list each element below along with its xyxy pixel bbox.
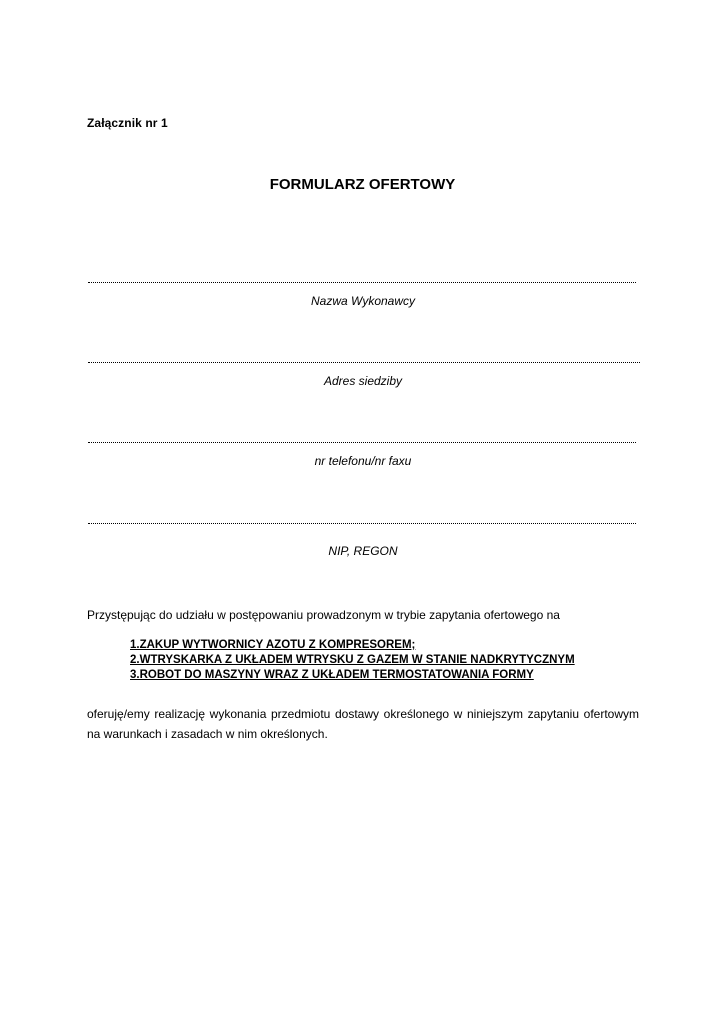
list-item: 1.ZAKUP WYTWORNICY AZOTU Z KOMPRESOREM; [130,639,416,651]
field-caption-contractor-name: Nazwa Wykonawcy [310,294,416,308]
intro-paragraph: Przystępując do udziału w postępowaniu prowadzonym w trybie zapytania ofertowego na [87,608,560,622]
dotted-line [88,276,636,283]
field-caption-phone-fax: nr telefonu/nr faxu [314,454,412,468]
field-caption-nip-regon: NIP, REGON [328,544,398,558]
list-item: 3.ROBOT DO MASZYNY WRAZ Z UKŁADEM TERMOSTATOWANIA FORMY [130,669,534,681]
contractor-name-field[interactable] [88,276,638,308]
list-item: 2.WTRYSKARKA Z UKŁADEM WTRYSKU Z GAZEM W STANIE NADKRYTYCZNYM [130,654,575,666]
nip-regon-field[interactable] [88,517,638,558]
dotted-line [88,436,636,443]
annex-label: Załącznik nr 1 [87,116,168,130]
form-title: FORMULARZ OFERTOWY [269,176,456,193]
phone-fax-field[interactable] [88,436,638,468]
address-field[interactable] [88,356,638,388]
field-caption-address: Adres siedziby [323,374,403,388]
closing-paragraph: oferuję/emy realizację wykonania przedmiotu dostawy określonego w niniejszym zapytaniu ofertowym na warunkach i zasadach w nim określonych. [87,707,639,741]
dotted-line [88,517,636,524]
dotted-line [88,356,640,363]
procurement-items-list [130,638,575,683]
